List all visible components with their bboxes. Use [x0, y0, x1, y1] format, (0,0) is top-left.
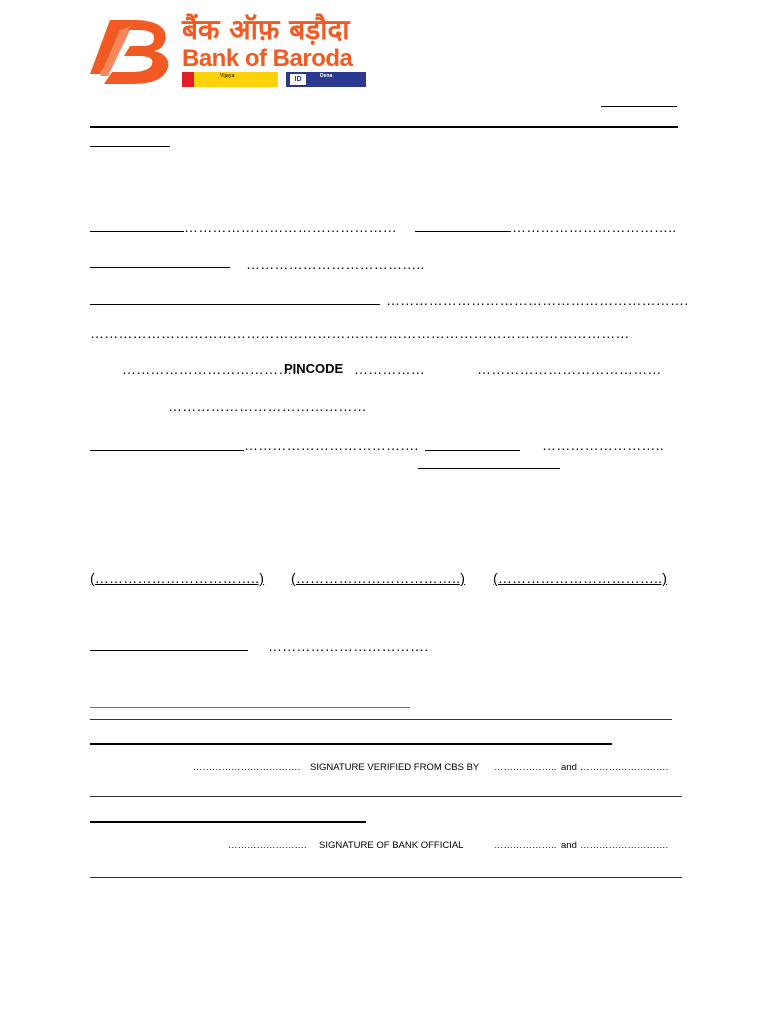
signature-slot-3[interactable]: (……………………………..): [493, 570, 668, 586]
strip-yellow-block: [194, 72, 278, 87]
field-label-underline-2: [415, 231, 511, 232]
field-label-underline-6: [425, 450, 520, 451]
field-mobile-dots[interactable]: ……………………………………: [168, 398, 367, 414]
signature-slot-1[interactable]: (……………………………..): [90, 570, 265, 586]
field-address-dots[interactable]: ……………………………………………………….: [386, 292, 689, 308]
field-label-underline-1: [90, 231, 184, 232]
field-place-dots[interactable]: …………………………….: [268, 638, 429, 654]
pincode-label: PINCODE: [284, 361, 344, 376]
field-label-underline-5: [90, 450, 244, 451]
bank-logo-mark-icon: [90, 16, 176, 88]
bank-name-english: Bank of Baroda: [182, 45, 353, 72]
strip-text-vijaya: Vijaya: [220, 73, 235, 79]
office-rule-4: [90, 821, 366, 823]
field-label-underline-8: [90, 650, 248, 651]
field-city-dots[interactable]: ………………………………..: [122, 361, 301, 377]
header-rule: [90, 126, 678, 128]
strip-text-dena: Dena: [320, 73, 333, 79]
cbs-verified-label: SIGNATURE VERIFIED FROM CBS BY: [310, 762, 480, 773]
bank-name-hindi: बैंक ऑफ़ बड़ौदा: [182, 13, 350, 46]
official-and-label: and: [561, 840, 577, 851]
field-address-line2-dots[interactable]: ……………………………………………………………………………………………………: [90, 325, 630, 341]
field-label-underline-3: [90, 267, 230, 268]
signature-slot-2[interactable]: (……………………………..): [291, 570, 466, 586]
office-rule-1: [90, 719, 672, 720]
official-dots-3[interactable]: ……………………….: [580, 840, 669, 851]
field-label-underline-7: [418, 468, 560, 469]
field-id-dots[interactable]: ……………………………….: [244, 437, 419, 453]
date-underline: [601, 106, 677, 107]
field-branch-dots[interactable]: ……………………………..: [512, 219, 677, 235]
official-dots-2[interactable]: ………………..: [494, 840, 557, 851]
office-rule-5: [90, 877, 682, 878]
field-phone-dots[interactable]: …………………………………: [477, 361, 662, 377]
field-label-underline-4: [90, 304, 380, 305]
field-account-dots[interactable]: ………………………………………: [184, 219, 397, 235]
cbs-verifier-dots[interactable]: …………………………….: [193, 762, 301, 773]
field-pincode-dots[interactable]: ……………: [354, 361, 425, 377]
merged-banks-strip: [182, 72, 366, 87]
field-name-dots[interactable]: ………………………………..: [246, 256, 425, 272]
official-dots[interactable]: …………………….: [228, 840, 307, 851]
link-underline[interactable]: [90, 707, 410, 708]
office-rule-3: [90, 796, 682, 797]
cbs-dots-2[interactable]: ………………..: [494, 762, 557, 773]
cbs-and-label: and: [561, 762, 577, 773]
official-signature-label: SIGNATURE OF BANK OFFICIAL: [319, 840, 464, 851]
strip-divider: [278, 72, 286, 87]
cbs-dots-3[interactable]: ……………………….: [580, 762, 669, 773]
office-rule-2: [90, 743, 612, 745]
strip-red-block: [182, 72, 194, 87]
strip-badge-id: ID: [290, 74, 306, 85]
field-date-dots[interactable]: ……………………..: [542, 437, 664, 453]
subject-underline: [90, 146, 170, 147]
